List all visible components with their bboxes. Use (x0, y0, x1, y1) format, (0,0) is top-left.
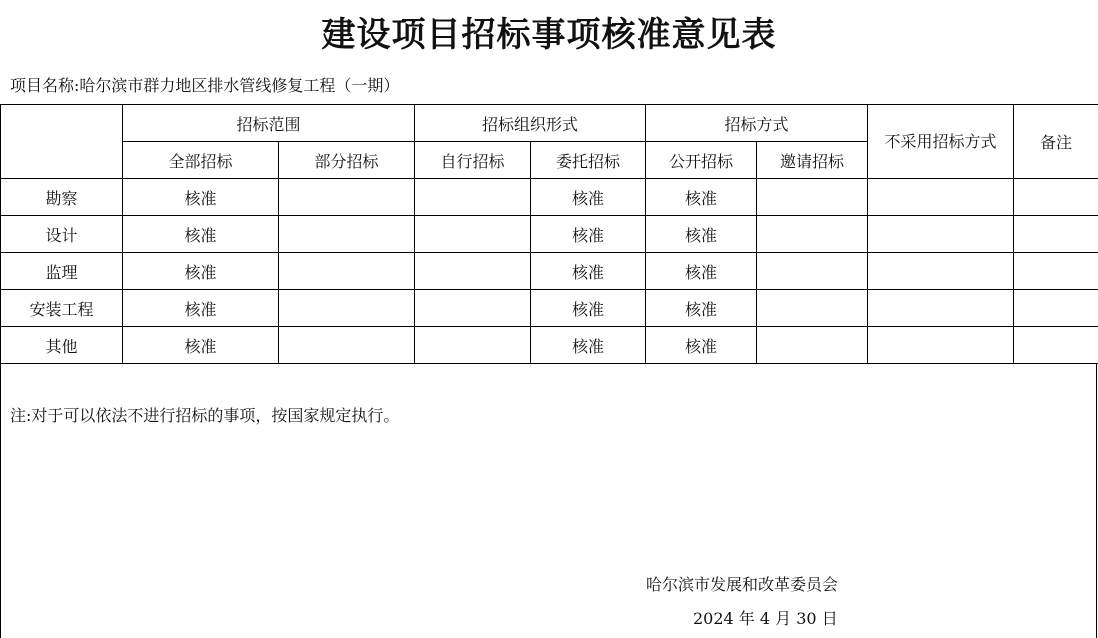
cell-open: 核准 (646, 216, 757, 253)
cell-self (415, 216, 531, 253)
cell-invited (757, 253, 868, 290)
table-row (1, 327, 1098, 364)
cell-remarks (1014, 327, 1098, 364)
cell-partial (279, 179, 415, 216)
approval-table (0, 104, 1098, 364)
page-title: 建设项目招标事项核准意见表 (321, 15, 777, 55)
table-row (1, 179, 1098, 216)
subheader-open: 公开招标 (646, 142, 757, 179)
cell-self (415, 290, 531, 327)
subheader-self: 自行招标 (415, 142, 531, 179)
cell-open: 核准 (646, 290, 757, 327)
subheader-full: 全部招标 (123, 142, 279, 179)
cell-self (415, 179, 531, 216)
subheader-invited: 邀请招标 (757, 142, 868, 179)
header-row-1 (1, 105, 1098, 142)
header-item-cell (1, 105, 123, 179)
row-item: 设计 (1, 216, 123, 253)
table-row (1, 290, 1098, 327)
cell-open: 核准 (646, 253, 757, 290)
cell-self (415, 253, 531, 290)
table-row (1, 253, 1098, 290)
cell-self (415, 327, 531, 364)
subheader-partial: 部分招标 (279, 142, 415, 179)
header-organization: 招标组织形式 (415, 105, 646, 142)
cell-full: 核准 (123, 179, 279, 216)
cell-entrusted: 核准 (531, 290, 646, 327)
cell-no-bidding (868, 290, 1014, 327)
cell-full: 核准 (123, 216, 279, 253)
header-remarks: 备注 (1014, 105, 1098, 179)
cell-partial (279, 327, 415, 364)
row-item: 勘察 (1, 179, 123, 216)
row-item: 其他 (1, 327, 123, 364)
cell-remarks (1014, 216, 1098, 253)
cell-open: 核准 (646, 327, 757, 364)
issuer-name: 哈尔滨市发展和改革委员会 (646, 575, 839, 594)
cell-no-bidding (868, 216, 1014, 253)
header-method: 招标方式 (646, 105, 868, 142)
cell-remarks (1014, 179, 1098, 216)
cell-open: 核准 (646, 179, 757, 216)
cell-invited (757, 216, 868, 253)
cell-partial (279, 253, 415, 290)
project-name-label: 项目名称: (10, 76, 80, 95)
subheader-entrusted: 委托招标 (531, 142, 646, 179)
cell-entrusted: 核准 (531, 253, 646, 290)
cell-entrusted: 核准 (531, 179, 646, 216)
cell-no-bidding (868, 253, 1014, 290)
cell-no-bidding (868, 327, 1014, 364)
issue-date: 2024 年 4 月 30 日 (693, 609, 838, 628)
project-name-line (10, 75, 399, 97)
cell-invited (757, 290, 868, 327)
cell-remarks (1014, 253, 1098, 290)
cell-invited (757, 179, 868, 216)
header-no-bidding: 不采用招标方式 (868, 105, 1014, 179)
header-scope: 招标范围 (123, 105, 415, 142)
cell-full: 核准 (123, 327, 279, 364)
note-text: 注:对于可以依法不进行招标的事项，按国家规定执行。 (10, 406, 400, 425)
cell-entrusted: 核准 (531, 327, 646, 364)
cell-full: 核准 (123, 290, 279, 327)
project-name-value: 哈尔滨市群力地区排水管线修复工程（一期） (79, 76, 400, 95)
row-item: 监理 (1, 253, 123, 290)
cell-partial (279, 216, 415, 253)
cell-partial (279, 290, 415, 327)
cell-no-bidding (868, 179, 1014, 216)
table-row (1, 216, 1098, 253)
cell-invited (757, 327, 868, 364)
cell-entrusted: 核准 (531, 216, 646, 253)
cell-remarks (1014, 290, 1098, 327)
cell-full: 核准 (123, 253, 279, 290)
row-item: 安装工程 (1, 290, 123, 327)
